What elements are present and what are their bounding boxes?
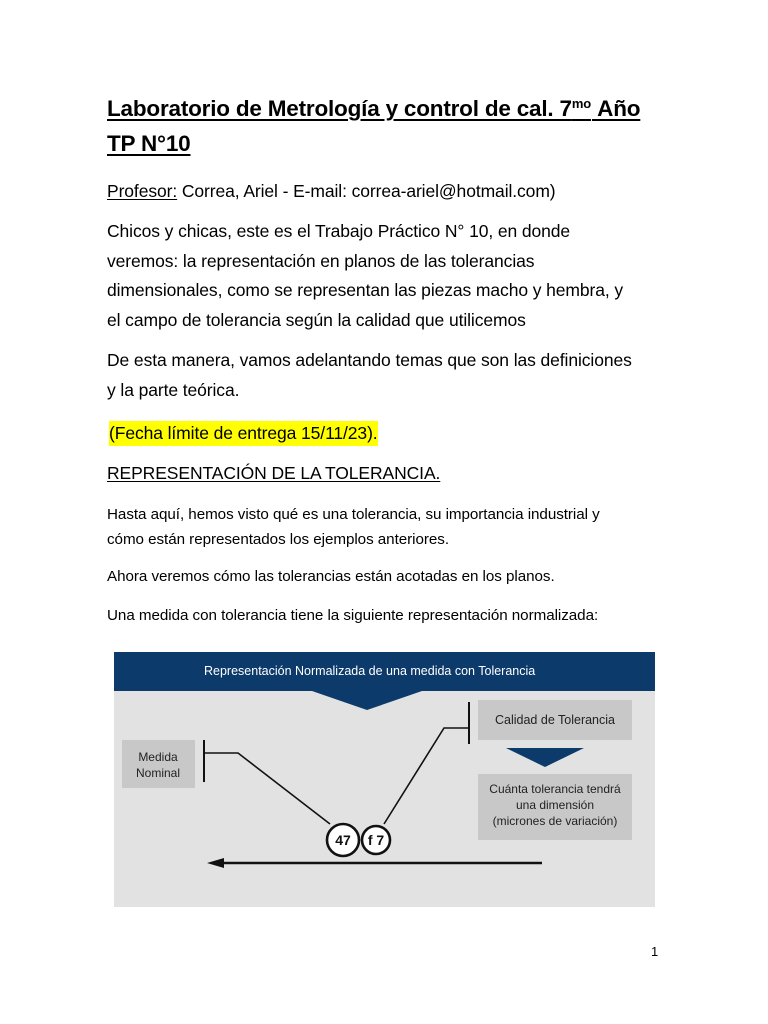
cuanta-label-3: (micrones de variación)	[492, 814, 618, 828]
deadline-highlight: (Fecha límite de entrega 15/11/23).	[109, 421, 378, 446]
intro-line: dimensionales, como se representan las piezas macho y hembra, y	[107, 280, 624, 300]
calidad-label: Calidad de Tolerancia	[495, 713, 615, 727]
title-superscript: mo	[571, 96, 591, 111]
title-text: Laboratorio de Metrología y control de cal. 7	[107, 96, 572, 121]
page-number: 1	[651, 944, 659, 959]
section-heading: REPRESENTACIÓN DE LA TOLERANCIA.	[107, 463, 441, 483]
intro-line: veremos: la representación en planos de las tolerancias	[107, 250, 535, 271]
medida-nominal-box	[122, 740, 195, 788]
body-paragraph	[107, 503, 600, 552]
medida-label-2: Nominal	[135, 766, 181, 780]
adelantando-paragraph	[107, 346, 677, 405]
intro-line: el campo de tolerancia según la calidad que utilicemos	[107, 309, 526, 330]
nominal-value: 47	[335, 832, 351, 848]
cuanta-label-1: Cuánta tolerancia tendrá	[489, 782, 621, 796]
medida-label-1: Medida	[138, 750, 178, 764]
cuanta-label-2: una dimensión	[515, 798, 595, 812]
body-paragraph-3: Una medida con tolerancia tiene la siguiente representación normalizada:	[107, 607, 599, 624]
document-title	[107, 97, 640, 121]
title-text-end: Año	[591, 96, 641, 121]
intro-paragraph	[107, 217, 677, 335]
body-line: cómo están representados los ejemplos anteriores.	[107, 530, 449, 548]
profesor-contact: Correa, Ariel - E-mail: correa-ariel@hotmail.com)	[177, 181, 556, 201]
tolerance-value: f 7	[367, 832, 385, 848]
banner-text: Representación Normalizada de una medida con Tolerancia	[204, 664, 536, 678]
intro-line: Chicos y chicas, este es el Trabajo Práctico N° 10, en donde	[107, 221, 571, 241]
profesor-line	[107, 177, 677, 207]
adelantando-line: De esta manera, vamos adelantando temas que son las definiciones	[107, 350, 632, 370]
document-subtitle: TP N°10	[107, 131, 191, 156]
deadline-line	[109, 419, 679, 449]
profesor-label: Profesor:	[107, 181, 178, 201]
body-paragraph-2: Ahora veremos cómo las tolerancias están acotadas en los planos.	[107, 568, 555, 585]
body-line: Hasta aquí, hemos visto qué es una tolerancia, su importancia industrial y	[107, 506, 600, 523]
tolerance-diagram	[114, 652, 655, 907]
adelantando-line: y la parte teórica.	[107, 379, 240, 400]
